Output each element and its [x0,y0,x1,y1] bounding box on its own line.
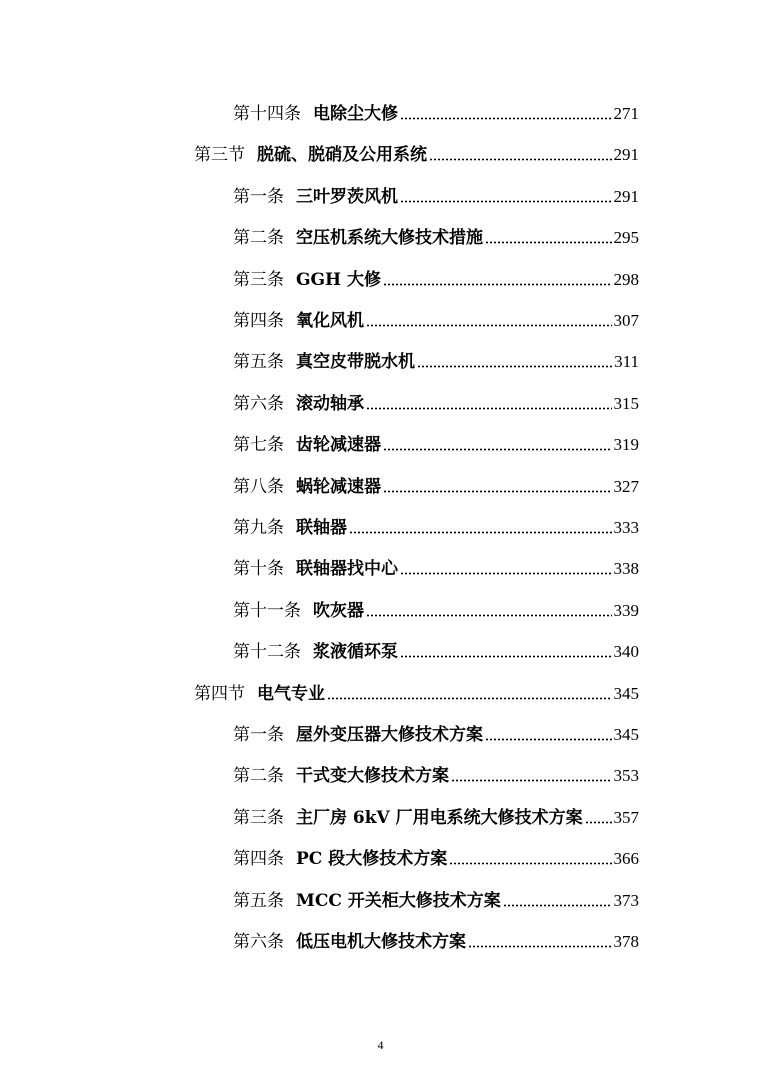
toc-entry-page: 295 [613,228,639,248]
toc-entry-title: 电除尘大修 [313,104,398,124]
toc-dot-leader [585,821,612,824]
toc-entry-page: 366 [613,849,639,869]
toc-entry-page: 339 [613,600,639,620]
toc-dot-leader [327,697,612,700]
toc-article-entry [233,428,639,456]
toc-entry-title: MCC 开关柜大修技术方案 [296,890,501,911]
toc-entry-label: 第八条 [233,476,284,497]
toc-entry-label: 第三条 [233,807,284,828]
toc-dot-leader [366,324,612,327]
toc-article-entry [233,925,639,953]
toc-entry-page: 338 [613,559,639,579]
toc-entry-title: 吹灰器 [313,600,364,621]
toc-dot-leader [429,158,612,161]
toc-dot-leader [468,945,612,948]
toc-entry-page: 291 [613,145,639,165]
toc-article-entry [233,511,639,539]
toc-article-entry [233,635,639,663]
toc-entry-label: 第三条 [233,269,284,290]
toc-entry-page: 373 [613,890,639,910]
toc-entry-page: 345 [613,725,639,744]
toc-entry-title: GGH 大修 [296,269,382,290]
toc-entry-title: 低压电机大修技术方案 [296,932,466,952]
toc-dot-leader [366,407,612,410]
toc-dot-leader [400,572,612,575]
toc-article-entry [233,97,639,125]
toc-dot-leader [383,448,612,451]
toc-dot-leader [417,365,612,368]
toc-entry-page: 291 [613,186,639,206]
toc-entry-title: 联轴器找中心 [296,559,398,580]
toc-entry-title: 干式变大修技术方案 [296,766,449,787]
toc-entry-label: 第六条 [233,932,284,952]
toc-entry-page: 311 [614,352,639,372]
toc-entry-page: 271 [613,104,639,123]
toc-dot-leader [485,241,612,244]
toc-entry-title: 主厂房 6kV 厂用电系统大修技术方案 [296,807,583,828]
toc-entry-title: 电气专业 [257,683,325,704]
toc-article-entry [233,884,639,912]
toc-article-entry [233,842,639,870]
toc-entry-label: 第五条 [233,352,284,373]
toc-dot-leader [485,738,612,741]
toc-entry-page: 307 [613,311,639,330]
toc-dot-leader [366,614,612,617]
toc-entry-label: 第二条 [233,228,284,249]
toc-entry-title: 齿轮减速器 [296,435,381,456]
toc-entry-label: 第十条 [233,559,284,580]
page-number: 4 [377,1038,384,1052]
toc-article-entry [233,345,639,373]
toc-article-entry [233,387,639,415]
toc-entry-page: 357 [613,807,639,827]
toc-entry-label: 第十四条 [233,104,301,124]
toc-entry-label: 第四节 [194,683,245,704]
toc-entry-label: 第六条 [233,393,284,414]
toc-entry-label: 第四条 [233,311,284,331]
toc-entry-title: 氧化风机 [296,311,364,331]
toc-entry-title: 三叶罗茨风机 [296,186,398,207]
toc-article-entry [233,470,639,498]
toc-section-entry [194,677,639,705]
toc-entry-title: 浆液循环泵 [313,642,398,663]
toc-entry-page: 345 [613,683,639,703]
toc-entry-title: 空压机系统大修技术措施 [296,228,483,249]
toc-entry-page: 327 [613,476,639,496]
toc-entry-label: 第一条 [233,186,284,207]
toc-article-entry [233,801,639,829]
toc-entry-label: 第二条 [233,766,284,787]
toc-entry-label: 第十二条 [233,642,301,663]
toc-entry-label: 第九条 [233,518,284,538]
toc-dot-leader [451,779,612,782]
toc-entry-title: 真空皮带脱水机 [296,352,415,373]
toc-dot-leader [503,904,612,907]
toc-article-entry [233,759,639,787]
toc-dot-leader [383,490,612,493]
toc-article-entry [233,594,639,622]
toc-article-entry [233,263,639,291]
toc-dot-leader [449,862,611,865]
toc-entry-title: PC 段大修技术方案 [296,849,448,870]
toc-dot-leader [400,200,612,203]
toc-entry-title: 脱硫、脱硝及公用系统 [257,145,427,166]
toc-entry-label: 第一条 [233,725,284,745]
toc-entry-page: 378 [613,932,639,951]
toc-entry-label: 第十一条 [233,600,301,621]
toc-entry-page: 298 [613,269,639,289]
toc-entry-page: 319 [613,435,639,455]
toc-entry-page: 333 [613,518,639,537]
toc-entry-title: 滚动轴承 [296,393,364,414]
toc-article-entry [233,180,639,208]
toc-entry-page: 315 [613,393,639,413]
toc-dot-leader [349,531,612,534]
toc-entry-title: 蜗轮减速器 [296,476,381,497]
toc-entry-label: 第三节 [194,145,245,166]
toc-dot-leader [400,117,612,120]
toc-entry-page: 340 [613,642,639,662]
toc-entry-page: 353 [613,766,639,786]
toc-dot-leader [383,283,611,286]
toc-article-entry [233,304,639,332]
toc-entry-title: 联轴器 [296,518,347,538]
toc-entry-title: 屋外变压器大修技术方案 [296,725,483,745]
toc-dot-leader [400,655,612,658]
toc-entry-label: 第五条 [233,890,284,911]
toc-article-entry [233,718,639,746]
toc-entry-label: 第七条 [233,435,284,456]
toc-article-entry [233,552,639,580]
toc-entry-label: 第四条 [233,849,284,870]
toc-article-entry [233,221,639,249]
toc-section-entry [194,138,639,166]
